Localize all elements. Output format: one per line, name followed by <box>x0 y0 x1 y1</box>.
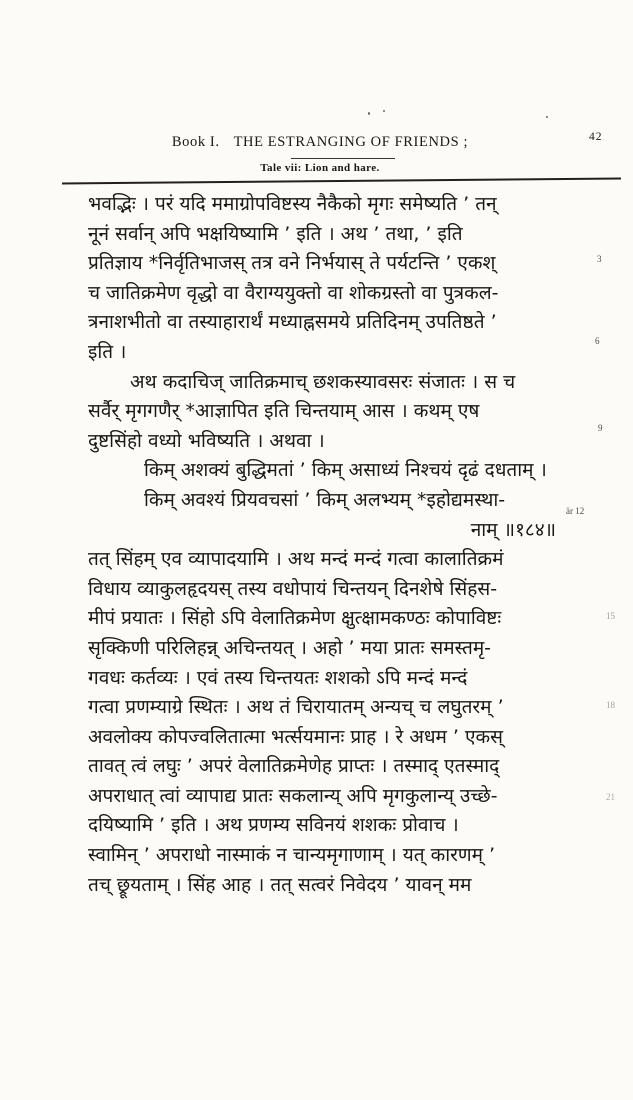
text-line: गवधः कर्तव्यः । एवं तस्य चिन्तयतः शशको ऽपि मन्दं मन्दं <box>88 666 468 689</box>
page-number: 42 <box>589 131 603 143</box>
text-line: स्वामिन् ’ अपराधो नास्माकं न चान्यमृगाणाम् । यत् कारणम् ’ <box>88 844 496 867</box>
text-line: अपराधात् त्वां व्यापाद्य प्रातः सकलान्य् अपि मृगकुलान्य् उच्छे- <box>88 784 498 807</box>
margin-line-number: 18 <box>606 700 615 710</box>
text-line: इति । <box>88 340 127 363</box>
margin-line-number: 21 <box>606 792 615 802</box>
text-line: नूनं सर्वान् अपि भक्षयिष्यामि ’ इति । अथ ’ तथा, ’ इति <box>88 222 463 245</box>
book-label: Book I. <box>171 134 220 150</box>
text-line: गत्वा प्रणम्याग्रे स्थितः । अथ तं चिरायातम् अन्यच् च लघुतरम् ’ <box>88 696 504 719</box>
verse-line-end: नाम् ॥१८४॥ <box>470 518 556 541</box>
margin-line-number: 15 <box>606 611 615 621</box>
text-line: तत् सिंहम् एव व्यापादयामि । अथ मन्दं मन्दं गत्वा कालातिक्रमं <box>88 548 504 571</box>
tale-subtitle: Tale vii: Lion and hare. <box>260 162 380 174</box>
margin-line-number: 9 <box>598 423 603 433</box>
verse-line: किम् अवश्यं प्रियवचसां ’ किम् अलभ्यम् *इहोद्यमस्था- <box>144 488 506 511</box>
text-line: अवलोक्य कोपज्वलितात्मा भर्त्सयमानः प्राह । रे अधम ’ एकस् <box>88 725 503 748</box>
header-divider-short <box>291 158 395 159</box>
page-title: THE ESTRANGING OF FRIENDS ; <box>233 134 469 150</box>
scan-speck <box>368 112 370 115</box>
text-line: त्रनाशभीतो वा तस्याहारार्थं मध्याह्नसमये प्रतिदिनम् उपतिष्ठते ’ <box>88 311 497 334</box>
text-line-paragraph-start: अथ कदाचिज् जातिक्रमाच् छशकस्यावसरः संजातः । स च <box>130 370 516 393</box>
text-line: दयिष्यामि ’ इति । अथ प्रणम्य सविनयं शशकः प्रोवाच । <box>88 814 459 837</box>
text-line: मीपं प्रयातः । सिंहो ऽपि वेलातिक्रमेण क्षुत्क्षामकण्ठः कोपाविष्टः <box>88 607 502 630</box>
text-line: तावत् त्वं लघुः ’ अपरं वेलातिक्रमेणेह प्राप्तः । तस्माद् एतस्माद् <box>88 755 500 778</box>
text-line: दुष्टसिंहो वध्यो भविष्यति । अथवा । <box>88 429 325 452</box>
verse-line: किम् अशक्यं बुद्धिमतां ’ किम् असाध्यं निश्चयं दृढं दधताम् । <box>144 459 547 482</box>
margin-line-number: 6 <box>595 336 600 346</box>
scan-speck <box>383 110 385 112</box>
header-divider-long <box>62 178 621 185</box>
text-line: भवद्भिः । परं यदि ममाग्रोपविष्टस्य नैकैको मृगः समेष्यति ’ तन् <box>88 193 497 215</box>
text-line: सृक्किणी परिलिहन्न् अचिन्तयत् । अहो ’ मया प्रातः समस्तमृ- <box>88 636 492 659</box>
text-line: विधाय व्याकुलहृदयस् तस्य वधोपायं चिन्तयन् दिनशेषे सिंहस- <box>88 577 498 600</box>
text-body <box>88 190 558 900</box>
text-line: सर्वैर् मृगगणैर् *आज्ञापित इति चिन्तयाम् आस । कथम् एष <box>88 400 480 423</box>
text-line: तच् छ्रूयताम् । सिंह आह । तत् सत्वरं निवेदय ’ यावन् मम <box>88 873 472 896</box>
margin-line-number: 3 <box>597 254 602 264</box>
margin-line-number: är 12 <box>566 506 585 516</box>
running-head <box>65 134 575 151</box>
text-line: च जातिक्रमेण वृद्धो वा वैराग्ययुक्तो वा शोकग्रस्तो वा पुत्रकल- <box>88 281 499 304</box>
scan-speck <box>546 116 548 118</box>
text-line: प्रतिज्ञाय *निर्वृतिभाजस् तत्र वने निर्भयास् ते पर्यटन्ति ’ एकश् <box>88 252 496 275</box>
